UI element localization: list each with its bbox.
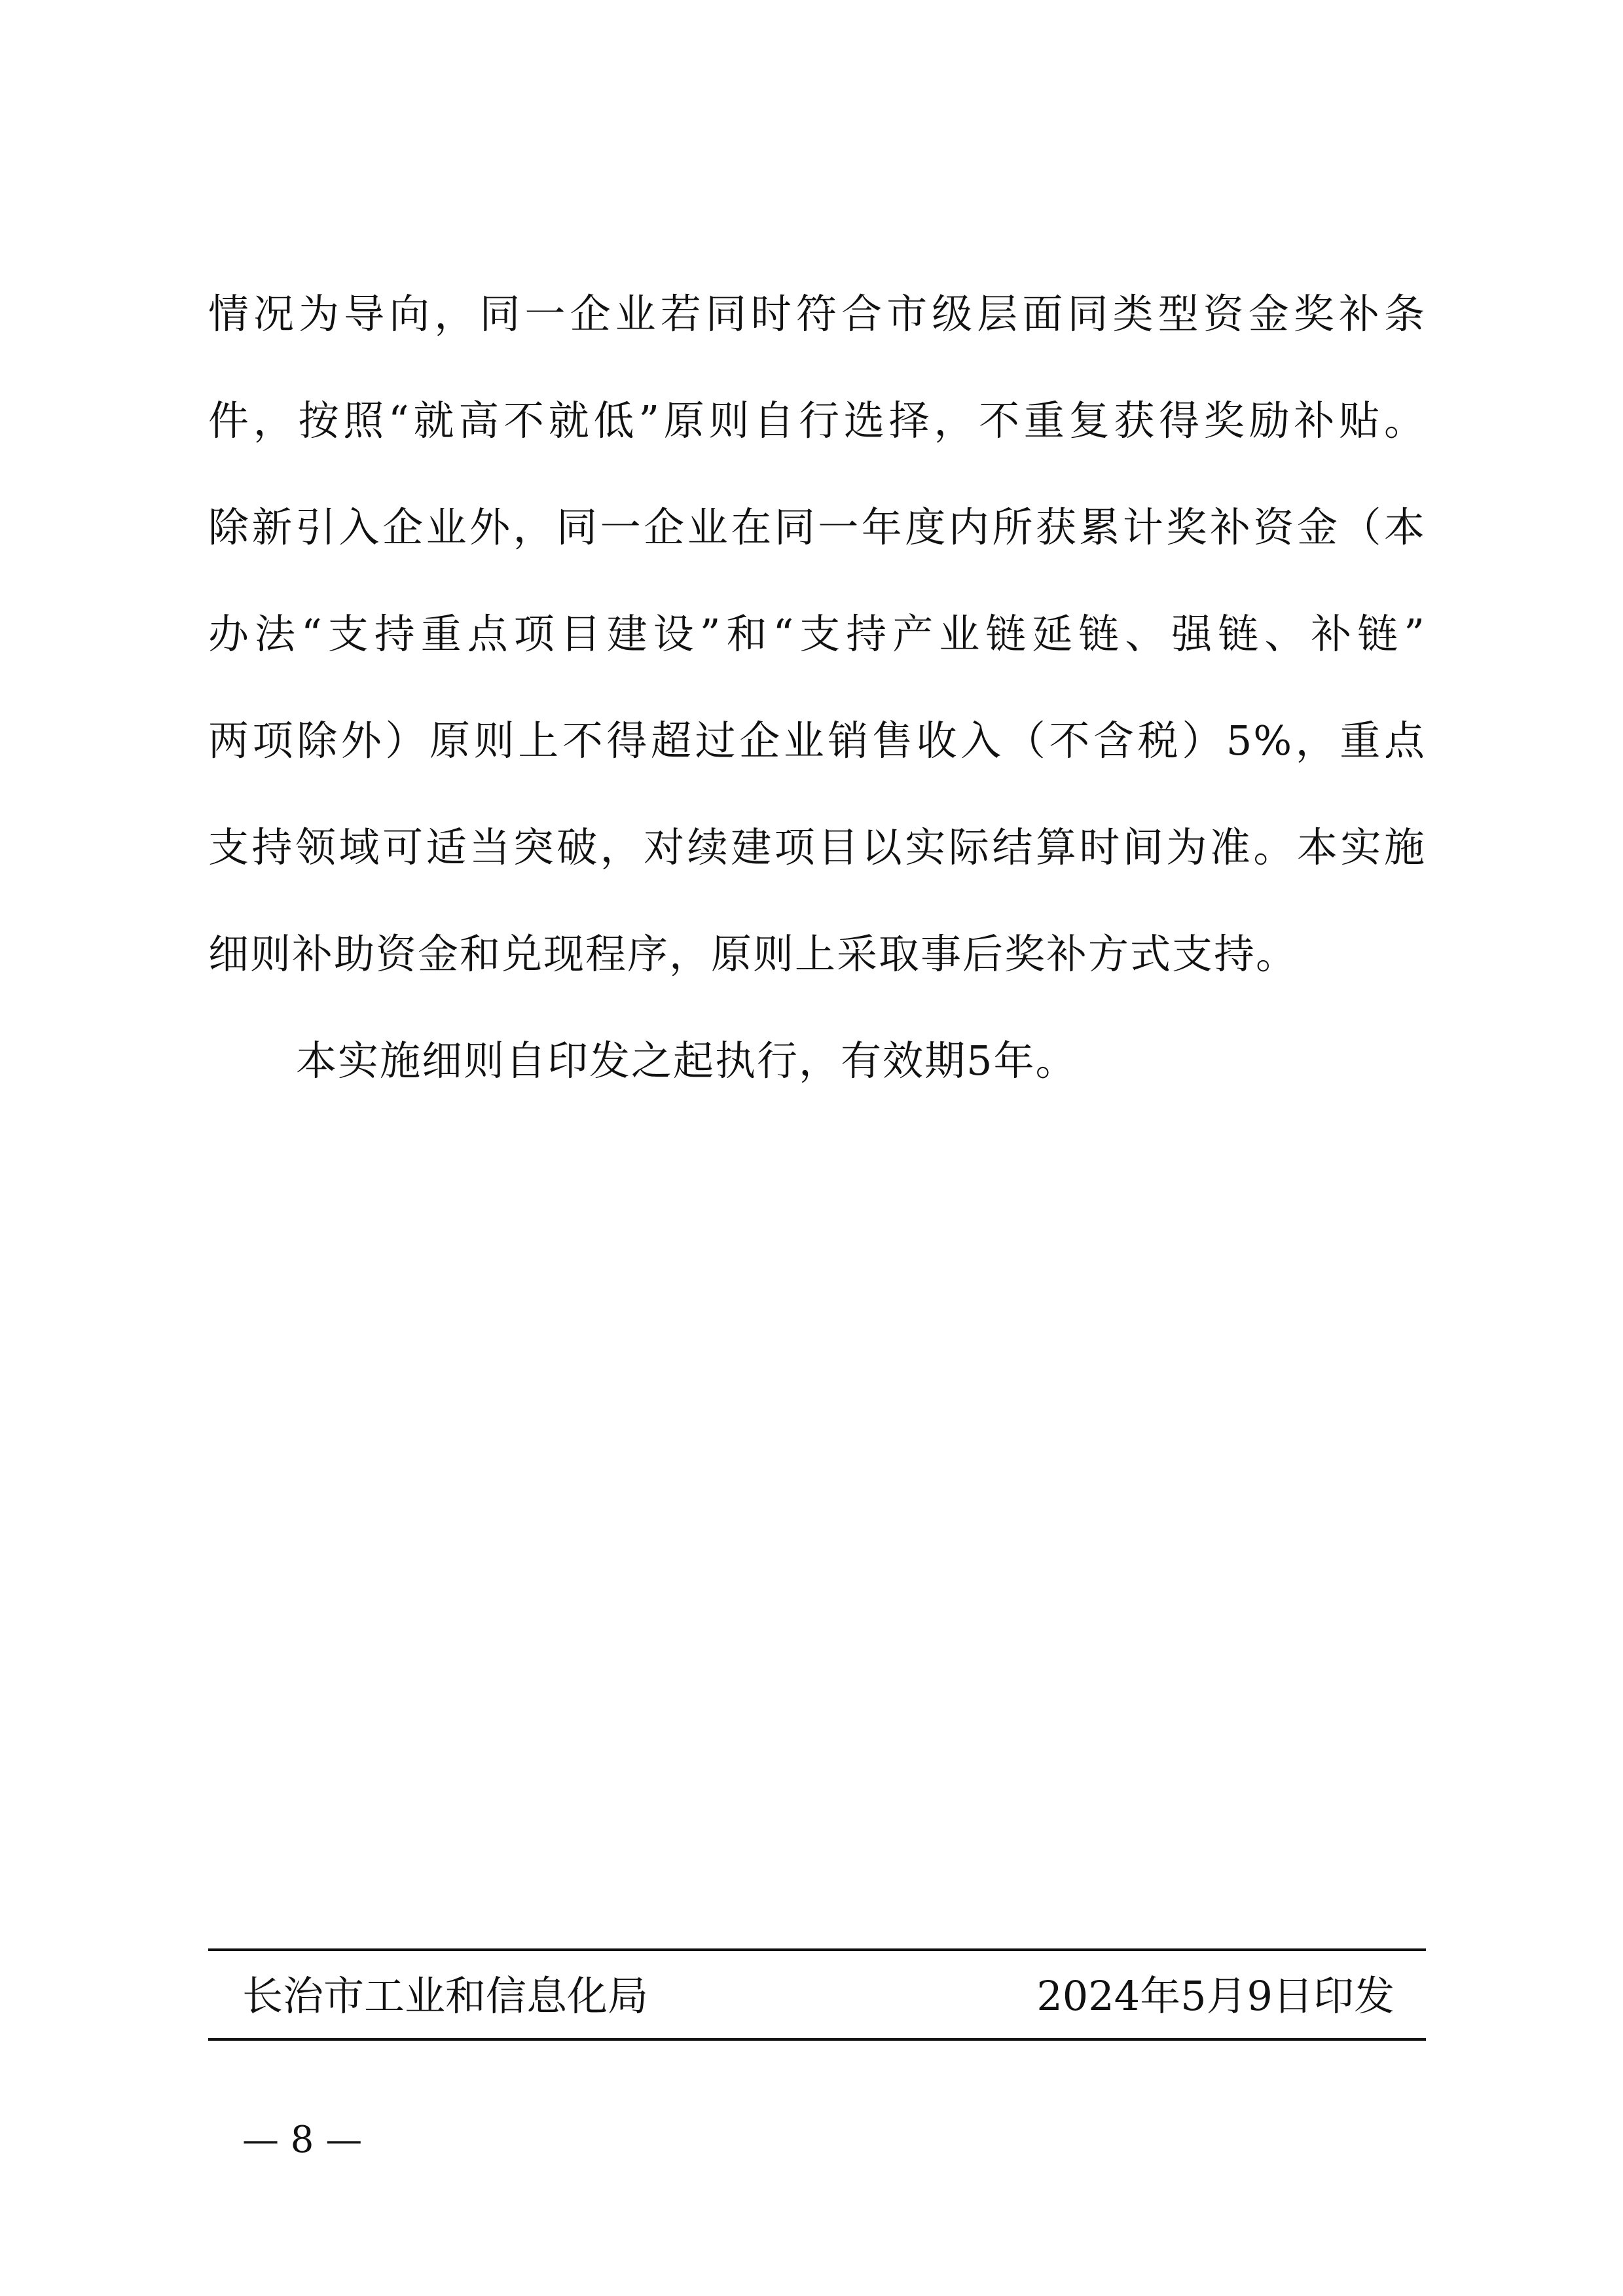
effective-date-paragraph: 本实施细则自印发之起执行，有效期5年。 bbox=[296, 1037, 1078, 1085]
issue-date: 2024年5月9日印发 bbox=[1036, 1972, 1395, 2020]
paragraph-line: 两项除外）原则上不得超过企业销售收入（不含税）5%，重点 bbox=[208, 717, 1426, 764]
paragraph-line: 除新引入企业外，同一企业在同一年度内所获累计奖补资金（本 bbox=[208, 503, 1426, 551]
footer-bottom-rule bbox=[208, 2038, 1426, 2041]
body-text bbox=[208, 260, 1426, 1114]
paragraph-line: 情况为导向，同一企业若同时符合市级层面同类型资金奖补条 bbox=[208, 290, 1426, 338]
page-number: — 8 — bbox=[242, 2119, 363, 2161]
issuance-footer bbox=[242, 1957, 1395, 2036]
paragraph-line: 件，按照“就高不就低”原则自行选择，不重复获得奖励补贴。 bbox=[208, 397, 1426, 444]
footer-top-rule bbox=[208, 1948, 1426, 1951]
paragraph-line: 支持领域可适当突破，对续建项目以实际结算时间为准。本实施 bbox=[208, 823, 1426, 871]
paragraph-line: 办法“支持重点项目建设”和“支持产业链延链、强链、补链” bbox=[208, 610, 1426, 658]
paragraph-line: 细则补助资金和兑现程序，原则上采取事后奖补方式支持。 bbox=[208, 930, 1298, 978]
issuer-name: 长治市工业和信息化局 bbox=[242, 1972, 649, 2020]
